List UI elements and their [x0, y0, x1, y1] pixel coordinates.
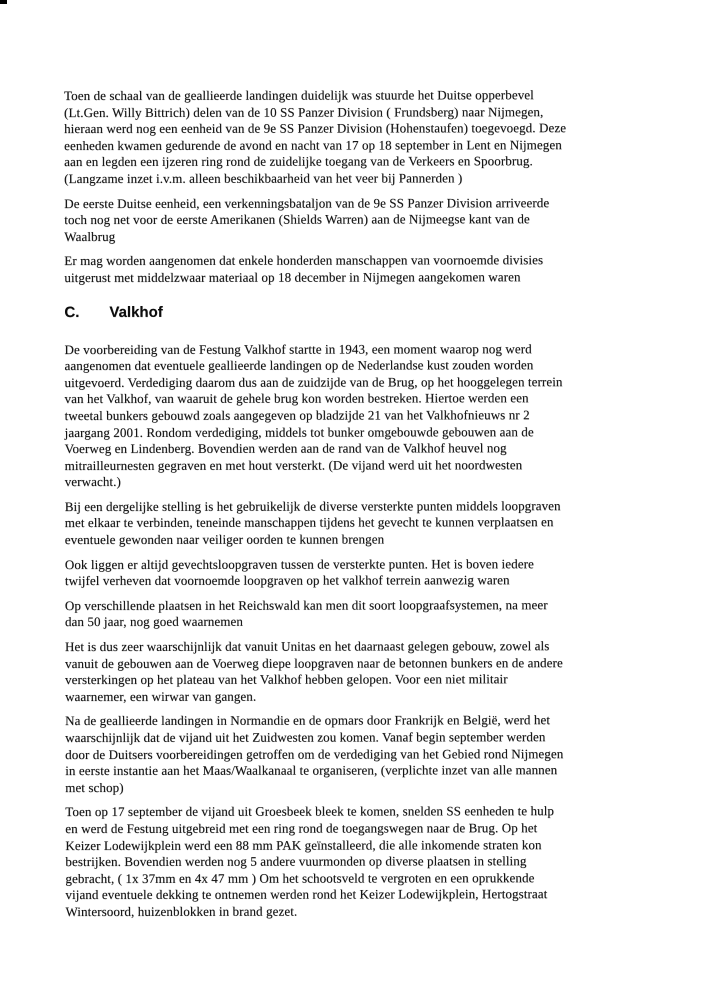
section-title: Valkhof: [109, 303, 163, 321]
section-heading-valkhof: [64, 302, 658, 320]
paragraph-troop-estimate: Er mag worden aangenomen dat enkele honderden manschappen van voornoemde divisies uitgerust met middelzwaar materiaal op 18 december in Nijmegen aangekomen waren: [64, 252, 544, 285]
scan-artifact-mark: [0, 0, 7, 4]
section-letter: C.: [64, 303, 80, 321]
paragraph-17-september-defense: Toen op 17 september de vijand uit Groesbeek bleek te komen, snelden SS eenheden te hulp en werd de Festung uitgebreid met een ring rond de toegangswegen naar de Brug. Op het Keizer Lodewijkplein werd een 88 mm PAK geïnstalleerd, die alle inkomende straten kon bestrijken. Bovendien werden nog 5 andere vuurmonden op diverse plaatsen in stelling gebracht, ( 1x 37mm en 4x 47 mm ) Om het schootsveld te vergroten en een oprukkende vijand eventuele dekking te ontnemen werden rond het Keizer Lodewijkplein, Hertogstraat Wintersoord, huizenblokken in brand gezet.: [65, 803, 555, 919]
paragraph-combat-trenches: Ook liggen er altijd gevechtsloopgraven tussen de versterkte punten. Het is boven iedere twijfel verheven dat voornoemde loopgraven op het valkhof terrein aanwezig waren: [64, 555, 534, 589]
paragraph-german-high-command: Toen de schaal van de geallieerde landingen duidelijk was stuurde het Duitse opperbevel (Lt.Gen. Willy Bittrich) delen van de 10 SS Panzer Division ( Frundsberg) naar Nijmegen, hieraan werd nog een eenheid van de 9e SS Panzer Division (Hohenstaufen) toegevoegd. Deze eenheden kwamen gedurende de avond en nacht van 17 op 18 september in Lent en Nijmegen aan en legden een ijzeren ring rond de zuidelijke toegang van de Verkeers en Spoorbrug. (Langzame inzet i.v.m. alleen beschikbaarheid van het veer bij Pannerden ): [64, 87, 567, 186]
paragraph-reichswald-trenches: Op verschillende plaatsen in het Reichswald kan men dit soort loopgraafsystemen, na meer dan 50 jaar, nog goed waarnemen: [64, 597, 548, 630]
paragraph-trench-connections: Bij een dergelijke stelling is het gebruikelijk de diverse versterkte punten middels loopgraven met elkaar te verbinden, teneinde manschappen tijdens het gevecht te kunnen verplaatsen en eventuele gewonden naar veiliger oorden te kunnen brengen: [64, 498, 561, 548]
document-body: [64, 87, 659, 929]
paragraph-first-german-unit: De eerste Duitse eenheid, een verkenningsbataljon van de 9e SS Panzer Division arriveerde toch nog net voor de eerste Amerikanen (Shields Warren) aan de Nijmeegse kant van de Waalbrug: [64, 194, 550, 244]
paragraph-unitas-trenches: Het is dus zeer waarschijnlijk dat vanuit Unitas en het daarnaast gelegen gebouw, zowel als vanuit de gebouwen aan de Voerweg diepe loopgraven naar de betonnen bunkers en de andere versterkingen op het plateau van het Valkhof hebben gelopen. Voor een niet militair waarnemer, een wirwar van gangen.: [64, 638, 563, 704]
paragraph-normandy-defense: Na de geallieerde landingen in Normandie en de opmars door Frankrijk en België, werd het waarschijnlijk dat de vijand uit het Zuidwesten zou komen. Vanaf begin september werden door de Duitsers voorbereidingen getroffen om de verdediging van het Gebied rond Nijmegen in eerste instantie aan het Maas/Waalkanaal te organiseren, (verplichte inzet van alle mannen met schop): [65, 712, 564, 795]
paragraph-festung-preparation: De voorbereiding van de Festung Valkhof startte in 1943, een moment waarop nog werd aangenomen dat eventuele geallieerde landingen op de Nederlandse kust zouden worden uitgevoerd. Verdediging daarom dus aan de zuidzijde van de Brug, op het hooggelegen terrein van het Valkhof, van waaruit de gehele brug kon worden bestreken. Hiertoe werden een tweetal bunkers gebouwd zoals aangegeven op bladzijde 21 van het Valkhofnieuws nr 2 jaargang 2001. Rondom verdediging, middels tot bunker omgebouwde gebouwen aan de Voerweg en Lindenberg. Bovendien werden aan de rand van de Valkhof heuvel nog mitrailleurnesten gegraven en met hout versterkt. (De vijand werd uit het noordwesten verwacht.): [64, 340, 563, 490]
